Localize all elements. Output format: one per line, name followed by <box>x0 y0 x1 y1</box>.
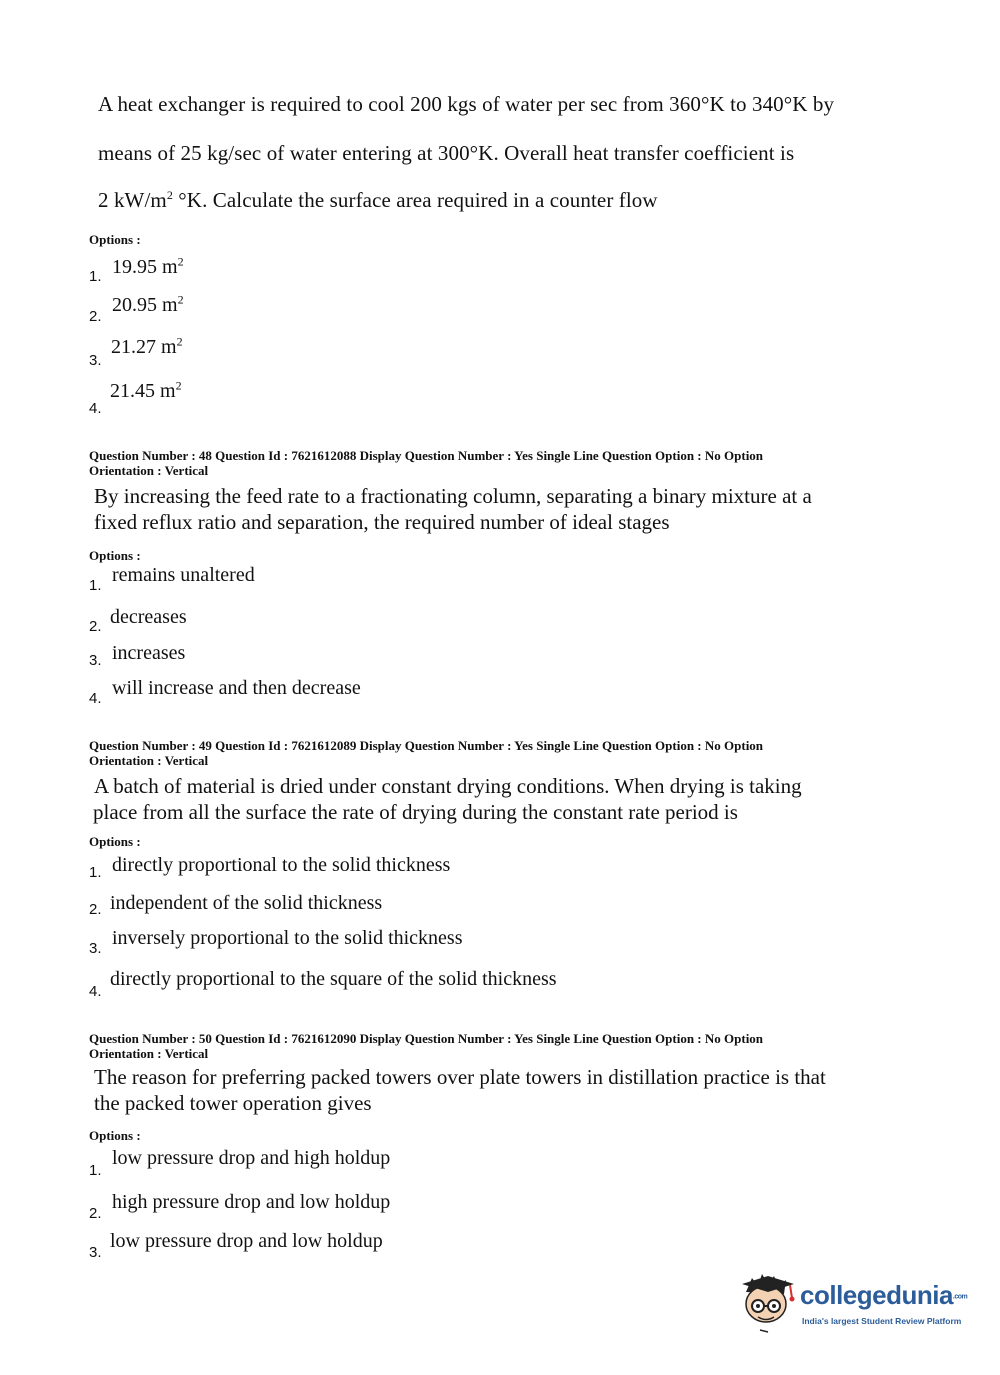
q48-option-1[interactable]: remains unaltered <box>112 564 255 586</box>
q50-option-2-number: 2. <box>89 1205 102 1222</box>
q50-line-2: the packed tower operation gives <box>94 1091 372 1115</box>
q49-option-2-number: 2. <box>89 901 102 918</box>
logo-wordmark: collegedunia.com <box>800 1280 968 1310</box>
q49-option-4-number: 4. <box>89 983 102 1000</box>
q48-option-4-number: 4. <box>89 690 102 707</box>
q48-option-2[interactable]: decreases <box>110 606 187 628</box>
q47-option-4-number: 4. <box>89 400 102 417</box>
q50-meta-line-1: Question Number : 50 Question Id : 7621612090 Display Question Number : Yes Single Line Question Option : No Option <box>89 1031 764 1046</box>
q50-option-3-number: 3. <box>89 1244 102 1261</box>
q47-option-3-number: 3. <box>89 352 102 369</box>
q48-option-2-number: 2. <box>89 618 102 635</box>
q49-meta-line-2: Orientation : Vertical <box>89 753 209 768</box>
q49-option-2[interactable]: independent of the solid thickness <box>110 892 383 914</box>
q48-option-3-number: 3. <box>89 652 102 669</box>
q50-option-2[interactable]: high pressure drop and low holdup <box>112 1191 391 1213</box>
q48-meta-line-2: Orientation : Vertical <box>89 463 209 478</box>
q48-line-2: fixed reflux ratio and separation, the required number of ideal stages <box>94 510 670 534</box>
q48-options-label: Options : <box>89 548 141 563</box>
q49-option-1[interactable]: directly proportional to the solid thickness <box>112 854 451 876</box>
q47-options-label: Options : <box>89 232 141 247</box>
q49-meta-line-1: Question Number : 49 Question Id : 7621612089 Display Question Number : Yes Single Line Question Option : No Option <box>89 738 764 753</box>
q47-line-1: A heat exchanger is required to cool 200 kgs of water per sec from 360°K to 340°K by <box>98 92 835 116</box>
logo-tagline: India's largest Student Review Platform <box>802 1316 962 1326</box>
q50-options-label: Options : <box>89 1128 141 1143</box>
q47-line-2: means of 25 kg/sec of water entering at 300°K. Overall heat transfer coefficient is <box>98 141 795 165</box>
q47-option-2-number: 2. <box>89 308 102 325</box>
q47-option-3[interactable]: 21.27 $m^2$ <box>111 334 183 358</box>
q48-option-3[interactable]: increases <box>112 642 186 664</box>
mascot-icon <box>738 1270 798 1336</box>
q50-option-3[interactable]: low pressure drop and low holdup <box>110 1230 383 1252</box>
q49-option-4[interactable]: directly proportional to the square of the solid thickness <box>110 968 557 990</box>
q49-option-3[interactable]: inversely proportional to the solid thickness <box>112 927 463 949</box>
q49-option-1-number: 1. <box>89 864 102 881</box>
q47-option-2[interactable]: 20.95 $m^2$ <box>112 292 184 316</box>
q50-option-1[interactable]: low pressure drop and high holdup <box>112 1147 391 1169</box>
q47-option-4[interactable]: 21.45 $m^2$ <box>110 378 182 402</box>
q49-line-2: place from all the surface the rate of drying during the constant rate period is <box>93 800 738 824</box>
q48-option-4[interactable]: will increase and then decrease <box>112 677 361 699</box>
q47-option-1-number: 1. <box>89 268 102 285</box>
q49-line-1: A batch of material is dried under constant drying conditions. When drying is taking <box>94 774 802 798</box>
q50-line-1: The reason for preferring packed towers over plate towers in distillation practice is that <box>94 1065 826 1089</box>
collegedunia-logo[interactable] <box>738 1270 970 1340</box>
q47-option-1[interactable]: 19.95 $m^2$ <box>112 254 184 278</box>
q49-options-label: Options : <box>89 834 141 849</box>
q48-meta-line-1: Question Number : 48 Question Id : 7621612088 Display Question Number : Yes Single Line Question Option : No Option <box>89 448 764 463</box>
q50-meta-line-2: Orientation : Vertical <box>89 1046 209 1061</box>
q48-line-1: By increasing the feed rate to a fractionating column, separating a binary mixture at a <box>94 484 812 508</box>
q48-option-1-number: 1. <box>89 577 102 594</box>
q47-line-3: 2 $kW/m^2$ °K. Calculate the surface area required in a counter flow <box>98 188 658 212</box>
q49-option-3-number: 3. <box>89 940 102 957</box>
q50-option-1-number: 1. <box>89 1162 102 1179</box>
